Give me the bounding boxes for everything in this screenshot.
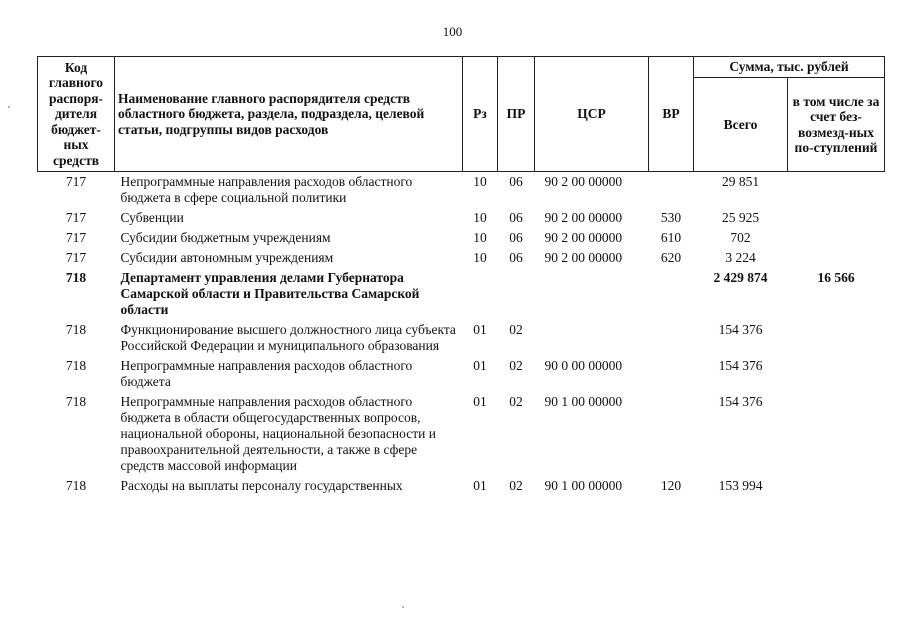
cell-pr: 02 (509, 358, 523, 373)
cell-total: 3 224 (725, 250, 756, 265)
cell-csr (535, 268, 649, 320)
cell-total: 153 994 (718, 478, 763, 493)
cell-vr (649, 356, 694, 392)
cell-pr: 06 (509, 230, 523, 245)
table-row (38, 248, 885, 268)
cell-rz: 10 (473, 210, 487, 225)
cell-rz: 10 (473, 250, 487, 265)
cell-vr (649, 392, 694, 476)
cell-code: 717 (65, 250, 87, 265)
cell-name: Непрограммные направления расходов областного бюджета (120, 358, 413, 389)
table-row (38, 228, 885, 248)
cell-free (788, 356, 885, 392)
cell-code: 717 (65, 230, 87, 245)
cell-total: 25 925 (721, 210, 760, 225)
cell-free: 16 566 (817, 270, 855, 285)
cell-free (788, 320, 885, 356)
cell-rz: 01 (473, 322, 487, 337)
cell-csr: 90 2 00 00000 (544, 174, 623, 189)
cell-csr (535, 320, 649, 356)
header-vr: ВР (649, 57, 694, 172)
cell-csr: 90 2 00 00000 (544, 210, 623, 225)
table-row (38, 320, 885, 356)
cell-vr: 620 (660, 250, 682, 265)
cell-code: 717 (65, 210, 87, 225)
table-row (38, 208, 885, 228)
table-row (38, 172, 885, 209)
cell-rz: 01 (473, 478, 487, 493)
scan-speck (8, 106, 10, 108)
cell-free (788, 208, 885, 228)
cell-pr: 02 (509, 478, 523, 493)
cell-name: Департамент управления делами Губернатора Самарской области и Правительства Самарской области (120, 270, 420, 317)
table-row (38, 268, 885, 320)
cell-free (788, 392, 885, 476)
header-csr: ЦСР (535, 57, 649, 172)
cell-rz: 10 (473, 174, 487, 189)
cell-code: 718 (65, 358, 87, 373)
cell-total: 702 (730, 230, 751, 245)
cell-name: Субсидии автономным учреждениям (120, 250, 334, 265)
budget-table (37, 56, 885, 496)
cell-total: 154 376 (718, 358, 763, 373)
cell-name: Субсидии бюджетным учреждениям (120, 230, 331, 245)
cell-code: 718 (65, 322, 87, 337)
cell-csr: 90 1 00 00000 (544, 394, 623, 409)
cell-code: 718 (65, 394, 87, 409)
header-code: Код главного распоря-дителя бюджет-ных средств (38, 57, 115, 172)
header-rz: Рз (463, 57, 498, 172)
cell-vr: 120 (660, 478, 682, 493)
cell-name: Расходы на выплаты персоналу государственных (120, 478, 403, 493)
cell-pr: 02 (509, 394, 523, 409)
header-pr: ПР (498, 57, 535, 172)
cell-pr (498, 268, 535, 320)
table-body (38, 172, 885, 497)
header-sum-group: Сумма, тыс. рублей (694, 57, 885, 78)
cell-rz: 10 (473, 230, 487, 245)
header-name: Наименование главного распорядителя средств областного бюджета, раздела, подраздела, целевой статьи, подгруппы видов расходов (115, 57, 463, 172)
header-free: в том числе за счет без-возмезд-ных по-ступлений (788, 78, 885, 172)
cell-vr (649, 172, 694, 209)
cell-total: 2 429 874 (713, 270, 768, 285)
table-row (38, 356, 885, 392)
cell-free (788, 228, 885, 248)
cell-rz: 01 (473, 358, 487, 373)
cell-vr: 530 (660, 210, 682, 225)
header-total: Всего (694, 78, 788, 172)
cell-name: Непрограммные направления расходов областного бюджета в сфере социальной политики (120, 174, 413, 205)
cell-csr: 90 0 00 00000 (544, 358, 623, 373)
cell-pr: 06 (509, 250, 523, 265)
cell-total: 29 851 (721, 174, 760, 189)
cell-pr: 02 (509, 322, 523, 337)
page-number: 100 (442, 24, 463, 39)
cell-total: 154 376 (718, 394, 763, 409)
scan-speck (402, 606, 404, 608)
cell-csr: 90 2 00 00000 (544, 250, 623, 265)
cell-vr (649, 320, 694, 356)
table-row (38, 392, 885, 476)
cell-pr: 06 (509, 210, 523, 225)
cell-vr: 610 (660, 230, 682, 245)
cell-name: Субвенции (120, 210, 184, 225)
cell-free (788, 248, 885, 268)
cell-name: Непрограммные направления расходов областного бюджета в области общегосударственных вопросов, национальной обороны, национальной безопасности и правоохранительной деятельности, а также в сфере средств массовой информации (120, 394, 436, 473)
cell-free (788, 172, 885, 209)
cell-csr: 90 1 00 00000 (544, 478, 623, 493)
cell-total: 154 376 (718, 322, 763, 337)
table-row (38, 476, 885, 496)
cell-pr: 06 (509, 174, 523, 189)
cell-code: 718 (65, 478, 87, 493)
cell-rz: 01 (473, 394, 487, 409)
cell-code: 718 (65, 270, 87, 285)
cell-csr: 90 2 00 00000 (544, 230, 623, 245)
cell-vr (649, 268, 694, 320)
cell-name: Функционирование высшего должностного лица субъекта Российской Федерации и муниципального образования (120, 322, 456, 353)
cell-rz (463, 268, 498, 320)
cell-free (788, 476, 885, 496)
cell-code: 717 (65, 174, 87, 189)
